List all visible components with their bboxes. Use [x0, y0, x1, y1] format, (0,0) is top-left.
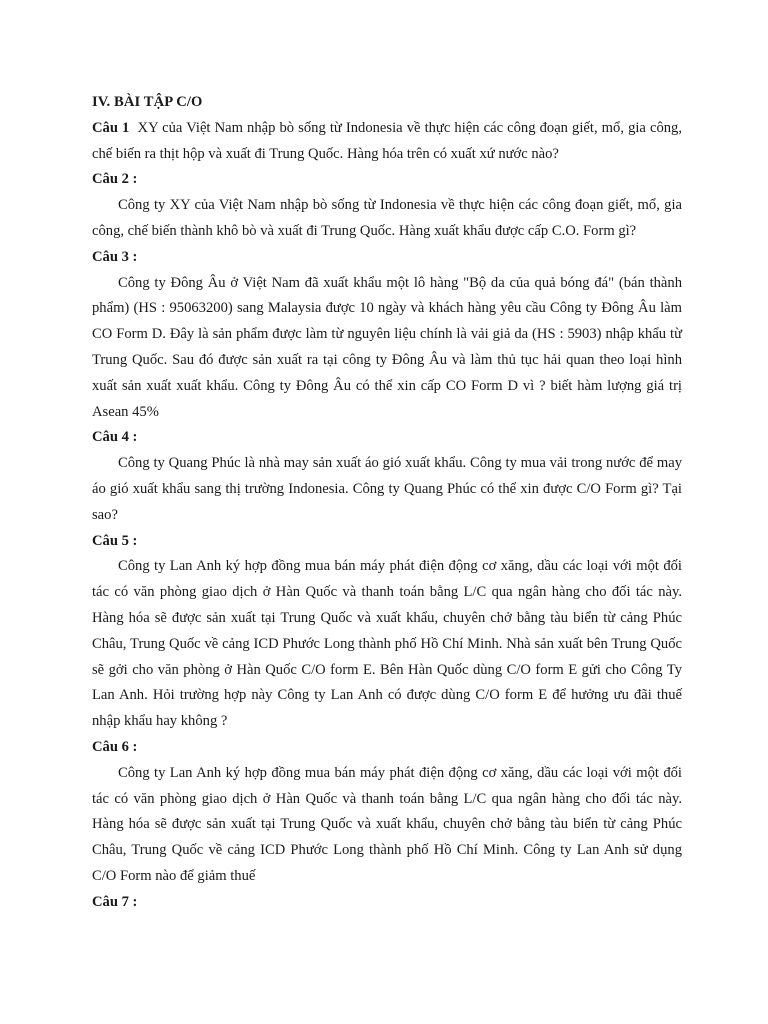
question-text: Công ty Quang Phúc là nhà may sản xuất áo gió xuất khẩu. Công ty mua vải trong nước để may áo gió xuất khẩu sang thị trường Indonesia. Công ty Quang Phúc có thể xin được C/O Form gì? Tại sao? [92, 455, 682, 523]
question-text: Công ty Lan Anh ký hợp đồng mua bán máy phát điện động cơ xăng, dầu các loại với một đối tác có văn phòng giao dịch ở Hàn Quốc và thanh toán bằng L/C qua ngân hàng cho đối tác này. Hàng hóa sẽ được sản xuất tại Trung Quốc và xuất khẩu, chuyên chở bằng tàu biển từ cảng Phúc Châu, Trung Quốc về cảng ICD Phước Long thành phố Hồ Chí Minh. Công ty Lan Anh sử dụng C/O Form nào để giảm thuế [92, 764, 682, 884]
question-label: Câu 2 : [92, 171, 138, 188]
question-label: Câu 1 [92, 119, 130, 136]
question-1 [92, 116, 682, 168]
question-label: Câu 7 : [92, 893, 138, 910]
question-text: XY của Việt Nam nhập bò sống từ Indonesia về thực hiện các công đoạn giết, mổ, gia công, chế biến ra thịt hộp và xuất đi Trung Quốc. Hàng hóa trên có xuất xứ nước nào? [92, 119, 682, 162]
question-5 [92, 529, 682, 735]
question-7 [92, 890, 682, 916]
question-text: Công ty XY của Việt Nam nhập bò sống từ Indonesia về thực hiện các công đoạn giết, mổ, gia công, chế biến thành khô bò và xuất đi Trung Quốc. Hàng xuất khẩu được cấp C.O. Form gì? [92, 197, 682, 239]
question-6 [92, 735, 682, 890]
section-title: IV. BÀI TẬP C/O [92, 94, 203, 110]
question-4 [92, 425, 682, 528]
question-3 [92, 245, 682, 426]
question-text: Công ty Lan Anh ký hợp đồng mua bán máy phát điện động cơ xăng, dầu các loại với một đối tác có văn phòng giao dịch ở Hàn Quốc và thanh toán bằng L/C qua ngân hàng cho đối tác này. Hàng hóa sẽ được sản xuất tại Trung Quốc và xuất khẩu, chuyên chở bằng tàu biển từ cảng Phúc Châu, Trung Quốc về cảng ICD Phước Long thành phố Hồ Chí Minh. Nhà sản xuất bên Trung Quốc sẽ gởi cho văn phòng ở Hàn Quốc C/O form E. Bên Hàn Quốc dùng C/O form E gửi cho Công Ty Lan Anh. Hỏi trường hợp này Công ty Lan Anh có được dùng C/O form E để hưởng ưu đãi thuế nhập khẩu hay không ? [92, 558, 682, 730]
question-2 [92, 167, 682, 244]
question-label: Câu 6 : [92, 738, 138, 755]
question-label: Câu 5 : [92, 532, 138, 549]
question-text: Công ty Đông Âu ở Việt Nam đã xuất khẩu một lô hàng "Bộ da của quả bóng đá" (bán thành phẩm) (HS : 95063200) sang Malaysia được 10 ngày và khách hàng yêu cầu Công ty Đông Âu làm CO Form D. Đây là sản phẩm được làm từ nguyên liệu chính là vải giả da (HS : 5903) nhập khẩu từ Trung Quốc. Sau đó được sản xuất ra tại công ty Đông Âu và làm thủ tục hải quan theo loại hình xuất sản xuất xuất khẩu. Công ty Đông Âu có thể xin cấp CO Form D vì ? biết hàm lượng giá trị Asean 45% [92, 274, 682, 420]
question-label: Câu 3 : [92, 248, 138, 265]
question-label: Câu 4 : [92, 429, 138, 446]
